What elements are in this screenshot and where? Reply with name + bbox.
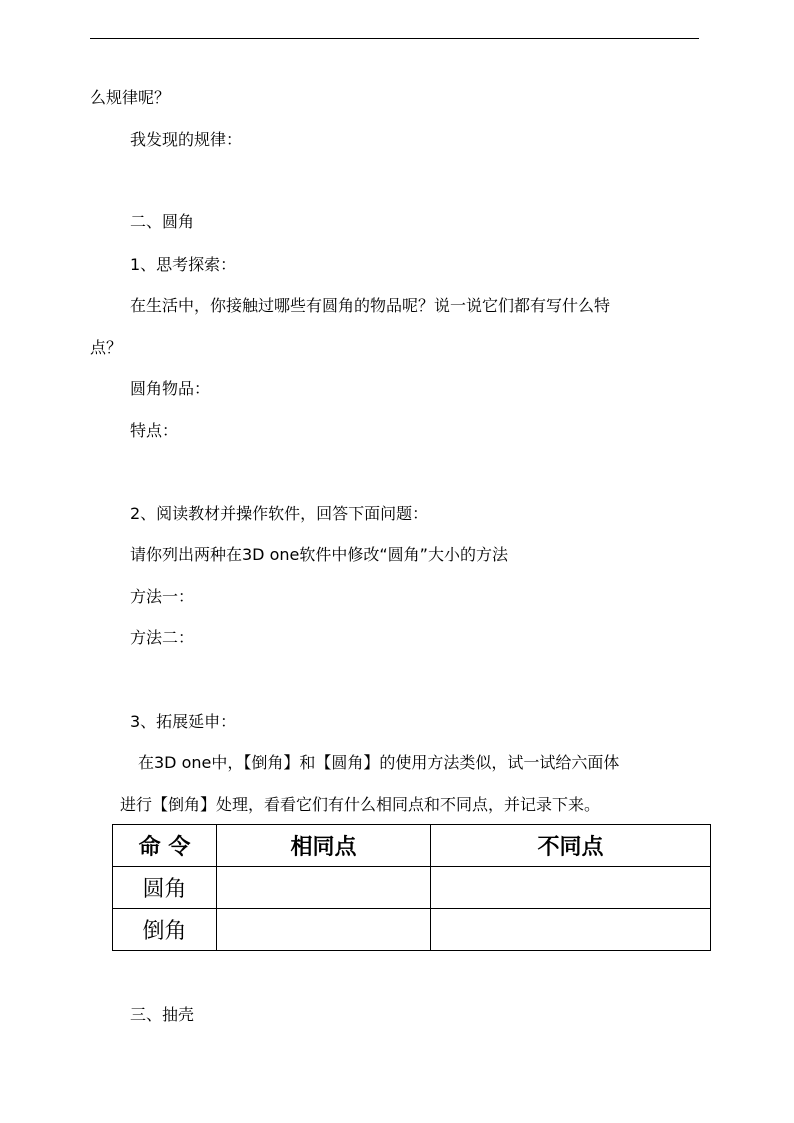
header-rule (90, 38, 699, 39)
text-line: 圆角物品： (130, 379, 211, 398)
subsection-heading: 2、阅读教材并操作软件，回答下面问题： (130, 504, 429, 523)
column-header: 相同点 (217, 825, 431, 867)
text-line: 在生活中，你接触过哪些有圆角的物品呢？说一说它们都有写什么特 (130, 296, 611, 315)
text-line: 进行【倒角】处理，看看它们有什么相同点和不同点，并记录下来。 (120, 795, 601, 814)
text-line: 请你列出两种在3D one软件中修改“圆角”大小的方法 (130, 545, 508, 564)
section-heading: 二、圆角 (130, 212, 195, 231)
text-line: 在3D one中，【倒角】和【圆角】的使用方法类似，试一试给六面体 (138, 753, 620, 772)
text-line: 么规律呢？ (90, 88, 171, 107)
text-line: 点？ (90, 338, 123, 357)
table-header-row (113, 825, 711, 867)
table-cell (217, 867, 431, 909)
table-cell: 圆角 (113, 867, 217, 909)
subsection-heading: 3、拓展延申： (130, 712, 237, 731)
column-header: 命 令 (113, 825, 217, 867)
text-line: 方法二： (130, 628, 195, 647)
subsection-heading: 1、思考探索： (130, 255, 237, 274)
text-line: 方法一： (130, 587, 195, 606)
table-row (113, 867, 711, 909)
text-line: 特点： (130, 421, 179, 440)
table-cell (431, 909, 711, 951)
column-header: 不同点 (431, 825, 711, 867)
table-cell: 倒角 (113, 909, 217, 951)
table-cell (217, 909, 431, 951)
comparison-table (112, 824, 710, 951)
section-heading: 三、抽壳 (130, 1005, 195, 1024)
text-line: 我发现的规律： (130, 130, 243, 149)
table-row (113, 909, 711, 951)
table-cell (431, 867, 711, 909)
